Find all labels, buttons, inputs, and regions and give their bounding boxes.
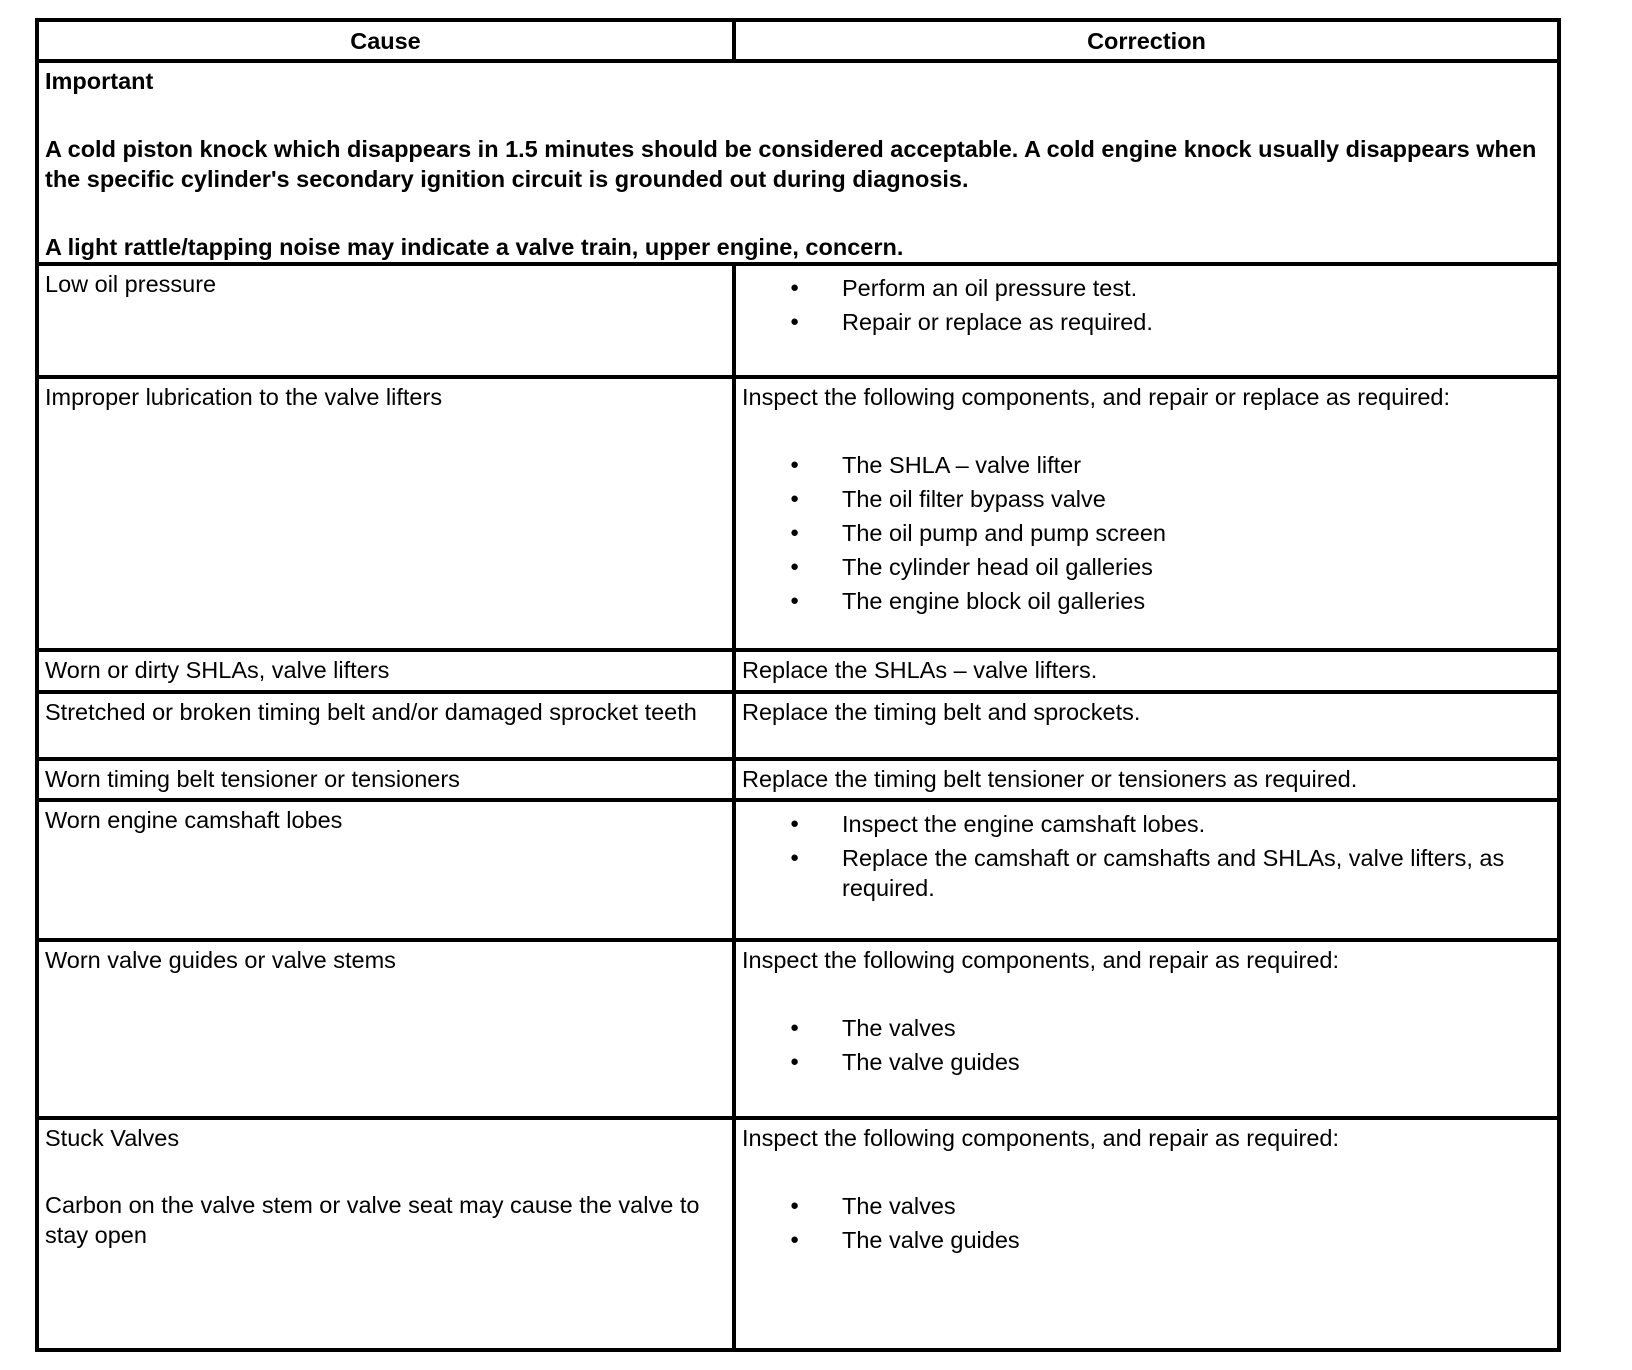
list-item: ● Perform an oil pressure test. <box>742 273 1551 303</box>
list-item: ● The valve guides <box>742 1225 1551 1255</box>
table-row <box>37 940 1559 1118</box>
cause-cell: Worn timing belt tensioner or tensioners <box>37 759 734 800</box>
header-correction: Correction <box>734 20 1559 61</box>
list-item: ● The SHLA – valve lifter <box>742 450 1551 480</box>
list-item: ● The valves <box>742 1191 1551 1221</box>
cause-cell: Worn engine camshaft lobes <box>37 800 734 940</box>
list-item: ● The valve guides <box>742 1047 1551 1077</box>
important-para-2: A light rattle/tapping noise may indicate a valve train, upper engine, concern. <box>45 234 904 260</box>
cause-cell: Worn valve guides or valve stems <box>37 940 734 1118</box>
important-para-1: A cold piston knock which disappears in 1.5 minutes should be considered acceptable. A cold engine knock usually disappears when the specific cylinder's secondary ignition circuit is grounded out during diagnosis. <box>45 136 1537 192</box>
correction-list <box>742 809 1551 903</box>
table-row <box>37 1118 1559 1350</box>
table-row <box>37 692 1559 759</box>
correction-intro: Inspect the following components, and repair as required: <box>742 947 1339 973</box>
list-item: ● The engine block oil galleries <box>742 586 1551 616</box>
cause-label: Stuck Valves <box>45 1125 180 1151</box>
diagnostic-table <box>35 18 1561 1352</box>
correction-list <box>742 450 1551 616</box>
cause-cell <box>37 1118 734 1350</box>
correction-list <box>742 1191 1551 1255</box>
cause-note: Carbon on the valve stem or valve seat may cause the valve to stay open <box>45 1192 700 1248</box>
correction-cell: Replace the timing belt and sprockets. <box>734 692 1559 759</box>
correction-list <box>742 273 1551 337</box>
important-row <box>37 61 1559 264</box>
list-item: ● The cylinder head oil galleries <box>742 552 1551 582</box>
cause-cell: Worn or dirty SHLAs, valve lifters <box>37 650 734 692</box>
correction-cell <box>734 940 1559 1118</box>
correction-cell <box>734 264 1559 377</box>
important-title: Important <box>45 68 154 94</box>
correction-cell <box>734 800 1559 940</box>
correction-cell: Replace the SHLAs – valve lifters. <box>734 650 1559 692</box>
list-item: ● The oil filter bypass valve <box>742 484 1551 514</box>
correction-cell <box>734 377 1559 650</box>
correction-list <box>742 1013 1551 1077</box>
table-row <box>37 650 1559 692</box>
list-item: ● Repair or replace as required. <box>742 307 1551 337</box>
header-cause: Cause <box>37 20 734 61</box>
list-item: ● Inspect the engine camshaft lobes. <box>742 809 1551 839</box>
correction-intro: Inspect the following components, and repair or replace as required: <box>742 384 1451 410</box>
cause-cell: Low oil pressure <box>37 264 734 377</box>
cause-cell: Stretched or broken timing belt and/or damaged sprocket teeth <box>37 692 734 759</box>
correction-cell: Replace the timing belt tensioner or tensioners as required. <box>734 759 1559 800</box>
list-item: ● The oil pump and pump screen <box>742 518 1551 548</box>
cause-cell: Improper lubrication to the valve lifters <box>37 377 734 650</box>
table-row <box>37 377 1559 650</box>
list-item: ● The valves <box>742 1013 1551 1043</box>
correction-intro: Inspect the following components, and repair as required: <box>742 1125 1339 1151</box>
table-row <box>37 264 1559 377</box>
important-note <box>37 61 1559 264</box>
table-row <box>37 759 1559 800</box>
correction-cell <box>734 1118 1559 1350</box>
table-row <box>37 800 1559 940</box>
list-item: ● Replace the camshaft or camshafts and SHLAs, valve lifters, as required. <box>742 843 1551 903</box>
header-row <box>37 20 1559 61</box>
